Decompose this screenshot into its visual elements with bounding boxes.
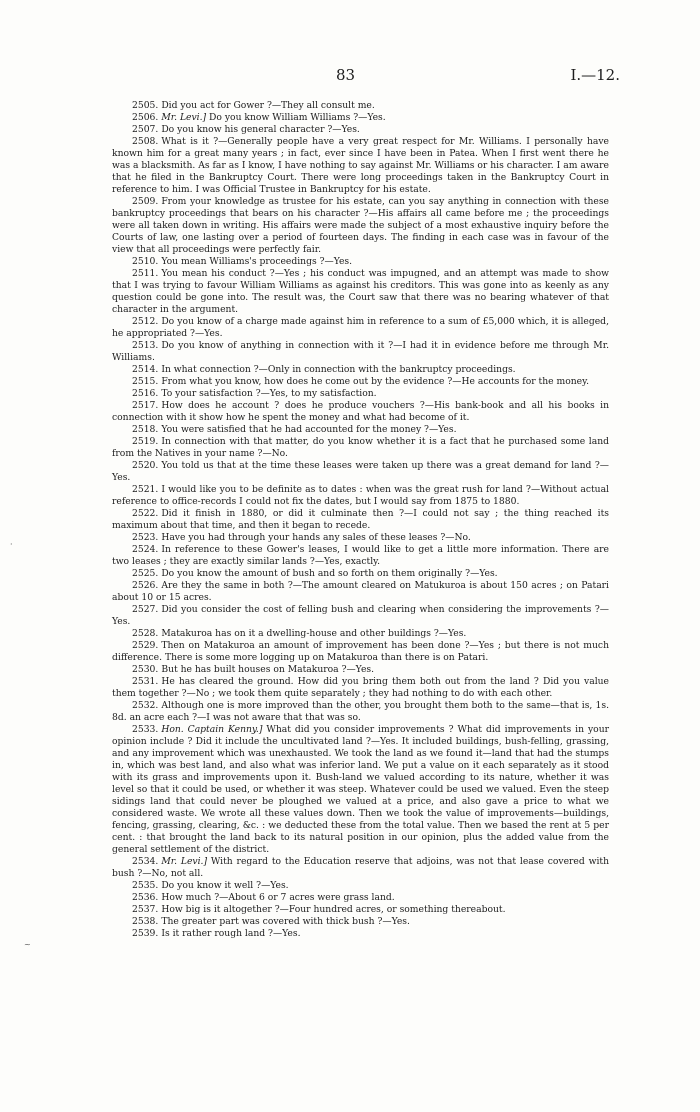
question-number: 2510. [132, 256, 159, 267]
question-number: 2519. [132, 436, 159, 447]
question-answer-paragraph [112, 628, 609, 640]
question-answer-paragraph [112, 484, 609, 508]
testimony-text [112, 100, 609, 940]
question-answer-paragraph [112, 508, 609, 532]
question-number: 2528. [132, 628, 159, 639]
question-number: 2508. [132, 136, 159, 147]
question-answer-paragraph [112, 892, 609, 904]
question-number: 2509. [132, 196, 159, 207]
paragraph-text: From your knowledge as trustee for his estate, can you say anything in connection with these bankruptcy proceedings that bears on his character ?—His affairs all came before me ; the proceedings were all taken down in writing. His affairs were made the subject of a most exhaustive inquiry before the Courts of law, one lasting over a period of fourteen days. The finding in each case was in favour of the view that all proceedings were perfectly fair. [112, 196, 609, 255]
paragraph-text: You were satisfied that he had accounted for the money ?—Yes. [161, 424, 457, 435]
speaker-name: Mr. Levi.] [161, 856, 208, 867]
question-answer-paragraph [112, 364, 609, 376]
question-number: 2527. [132, 604, 159, 615]
question-number: 2537. [132, 904, 159, 915]
paragraph-text: Are they the same in both ?—The amount cleared on Matukuroa is about 150 acres ; on Patari about 10 or 15 acres. [112, 580, 609, 603]
question-number: 2513. [132, 340, 159, 351]
question-answer-paragraph [112, 316, 609, 340]
question-answer-paragraph [112, 580, 609, 604]
question-answer-paragraph [112, 604, 609, 628]
page-header [0, 66, 700, 88]
paragraph-text: Did you act for Gower ?—They all consult me. [161, 100, 375, 111]
question-number: 2529. [132, 640, 159, 651]
paragraph-text: Do you know it well ?—Yes. [161, 880, 289, 891]
question-answer-paragraph [112, 664, 609, 676]
question-answer-paragraph [112, 256, 609, 268]
question-answer-paragraph [112, 340, 609, 364]
question-number: 2531. [132, 676, 159, 687]
paragraph-text: Matakuroa has on it a dwelling-house and other buildings ?—Yes. [161, 628, 467, 639]
paragraph-text: You told us that at the time these leases were taken up there was a great demand for land ?—Yes. [112, 460, 609, 483]
paragraph-text: Is it rather rough land ?—Yes. [161, 928, 301, 939]
question-number: 2520. [132, 460, 159, 471]
speaker-name: Hon. Captain Kenny.] [161, 724, 263, 735]
paragraph-text: Do you know William Williams ?—Yes. [209, 112, 386, 123]
page-number: 83 [336, 66, 356, 84]
question-answer-paragraph [112, 136, 609, 196]
paragraph-text: But he has built houses on Matakuroa ?—Yes. [161, 664, 375, 675]
margin-mark: · [10, 540, 13, 549]
question-number: 2506. [132, 112, 159, 123]
question-answer-paragraph [112, 676, 609, 700]
question-number: 2512. [132, 316, 159, 327]
question-answer-paragraph [112, 880, 609, 892]
paragraph-text: Do you know of anything in connection with it ?—I had it in evidence before me through Mr. Williams. [112, 340, 609, 363]
question-answer-paragraph [112, 640, 609, 664]
question-answer-paragraph [112, 388, 609, 400]
question-number: 2516. [132, 388, 159, 399]
question-number: 2535. [132, 880, 159, 891]
speaker-name: Mr. Levi.] [161, 112, 207, 123]
question-answer-paragraph [112, 928, 609, 940]
question-answer-paragraph [112, 112, 609, 124]
question-number: 2518. [132, 424, 159, 435]
question-answer-paragraph [112, 532, 609, 544]
paragraph-text: Do you know his general character ?—Yes. [161, 124, 360, 135]
question-number: 2524. [132, 544, 159, 555]
paragraph-text: What is it ?—Generally people have a very great respect for Mr. Williams. I personally have known him for a great many years ; in fact, ever since I have been in Patea. When I first went there he was a blacksmith. As far as I know, I have nothing to say against Mr. Williams or his character. I am aware that he filed in the Bankruptcy Court. There were long proceedings taken in the Bankruptcy Court in reference to him. I was Official Trustee in Bankruptcy for his estate. [112, 136, 609, 195]
question-answer-paragraph [112, 460, 609, 484]
question-answer-paragraph [112, 100, 609, 112]
question-number: 2517. [132, 400, 159, 411]
question-answer-paragraph [112, 904, 609, 916]
paragraph-text: Did it finish in 1880, or did it culminate then ?—I could not say ; the thing reached its maximum about that time, and then it began to recede. [112, 508, 609, 531]
question-number: 2530. [132, 664, 159, 675]
question-number: 2505. [132, 100, 159, 111]
margin-mark: ~ [24, 940, 31, 949]
question-number: 2511. [132, 268, 159, 279]
question-answer-paragraph [112, 916, 609, 928]
question-number: 2539. [132, 928, 159, 939]
question-answer-paragraph [112, 124, 609, 136]
paragraph-text: What did you consider improvements ? What did improvements in your opinion include ? Did it include the uncultivated land ?—Yes. It included buildings, bush-felling, grassing, and any improvement which was unexhausted. We took the land as we found it—land that had the stumps in, which was best land, and also what was inferior land. We put a value on it each separately as it stood with its grass and improvements upon it. Bush-land we valued according to its nature, whether it was level so that it could be used, or whether it was steep. Whatever could be used we valued. Even the steep sidings land that could never be ploughed we valued at a price, and also gave a price to what we considered waste. We wrote all these values down. Then we took the value of improvements—buildings, fencing, grassing, clearing, &c. : we deducted these from the total value. Then we based the rent at 5 per cent. : that brought the land back to its natural position in our opinion, plus the added value from the general settlement of the district. [112, 724, 610, 855]
paragraph-text: With regard to the Education reserve that adjoins, was not that lease covered with bush ?—No, not all. [112, 856, 609, 879]
question-number: 2522. [132, 508, 159, 519]
paragraph-text: You mean Williams's proceedings ?—Yes. [161, 256, 353, 267]
paragraph-text: Do you know of a charge made against him in reference to a sum of £5,000 which, it is alleged, he appropriated ?—Yes. [112, 316, 609, 339]
paragraph-text: In reference to these Gower's leases, I would like to get a little more information. There are two leases ; they are exactly similar lands ?—Yes, exactly. [112, 544, 609, 567]
paragraph-text: How does he account ? does he produce vouchers ?—His bank-book and all his books in connection with it show how he spent the money and what had become of it. [112, 400, 609, 423]
question-number: 2534. [132, 856, 159, 867]
question-number: 2536. [132, 892, 159, 903]
question-answer-paragraph [112, 196, 609, 256]
paragraph-text: I would like you to be definite as to dates : when was the great rush for land ?—Without actual reference to office-records I could not fix the dates, but I would say from 1875 to 1880. [112, 484, 609, 507]
paragraph-text: In connection with that matter, do you know whether it is a fact that he purchased some land from the Natives in your name ?—No. [112, 436, 609, 459]
question-number: 2538. [132, 916, 159, 927]
paragraph-text: Have you had through your hands any sales of these leases ?—No. [161, 532, 471, 543]
question-answer-paragraph [112, 568, 609, 580]
paragraph-text: He has cleared the ground. How did you bring them both out from the land ? Did you value them together ?—No ; we took them quite separately ; they had nothing to do with each other. [112, 676, 609, 699]
paragraph-text: Do you know the amount of bush and so forth on them originally ?—Yes. [161, 568, 498, 579]
paragraph-text: You mean his conduct ?—Yes ; his conduct was impugned, and an attempt was made to show that I was trying to favour William Williams as against his creditors. This was gone into as keenly as any question could be gone into. The result was, the Court saw that there was no bearing whatever of that character in the argument. [112, 268, 609, 315]
question-answer-paragraph [112, 268, 609, 316]
question-answer-paragraph [112, 856, 609, 880]
question-number: 2523. [132, 532, 159, 543]
question-number: 2515. [132, 376, 159, 387]
question-number: 2526. [132, 580, 159, 591]
paragraph-text: To your satisfaction ?—Yes, to my satisfaction. [161, 388, 377, 399]
question-answer-paragraph [112, 724, 609, 856]
question-answer-paragraph [112, 424, 609, 436]
paragraph-text: The greater part was covered with thick bush ?—Yes. [161, 916, 410, 927]
question-number: 2507. [132, 124, 159, 135]
paragraph-text: Although one is more improved than the other, you brought them both to the same—that is, 1s. 8d. an acre each ?—I was not aware that that was so. [112, 700, 609, 723]
question-answer-paragraph [112, 544, 609, 568]
question-answer-paragraph [112, 376, 609, 388]
question-answer-paragraph [112, 400, 609, 424]
paragraph-text: In what connection ?—Only in connection with the bankruptcy proceedings. [161, 364, 516, 375]
question-number: 2532. [132, 700, 159, 711]
question-answer-paragraph [112, 700, 609, 724]
paragraph-text: From what you know, how does he come out by the evidence ?—He accounts for the money. [161, 376, 590, 387]
question-answer-paragraph [112, 436, 609, 460]
paragraph-text: Did you consider the cost of felling bush and clearing when considering the improvements ?—Yes. [112, 604, 609, 627]
paragraph-text: How big is it altogether ?—Four hundred acres, or something thereabout. [161, 904, 506, 915]
question-number: 2525. [132, 568, 159, 579]
question-number: 2533. [132, 724, 159, 735]
question-number: 2521. [132, 484, 159, 495]
paragraph-text: Then on Matakuroa an amount of improvement has been done ?—Yes ; but there is not much difference. There is some more logging up on Matakuroa than there is on Patari. [112, 640, 609, 663]
document-reference: I.—12. [570, 66, 620, 84]
paragraph-text: How much ?—About 6 or 7 acres were grass land. [161, 892, 395, 903]
question-number: 2514. [132, 364, 159, 375]
